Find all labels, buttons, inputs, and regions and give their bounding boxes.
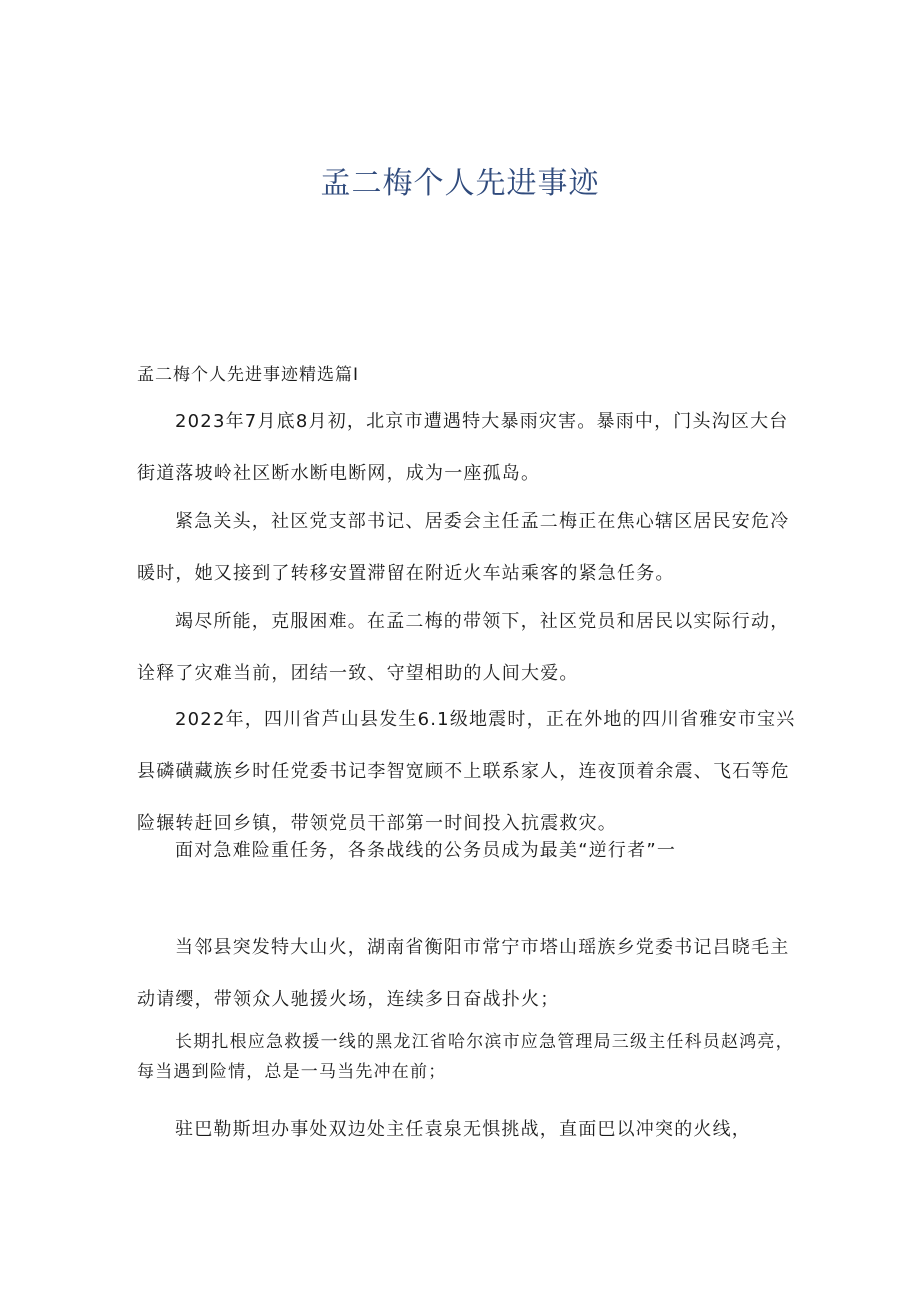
paragraph: 当邻县突发特大山火，湖南省衡阳市常宁市塔山瑶族乡党委书记吕晓毛主动请缨，带领众人驰援火场，连续多日奋战扑火； [137,937,790,1010]
paragraph: 紧急关头，社区党支部书记、居委会主任孟二梅正在焦心辖区居民安危冷暖时，她又接到了转移安置滞留在附近火车站乘客的紧急任务。 [137,511,790,584]
paragraph: 2022年，四川省芦山县发生6.1级地震时，正在外地的四川省雅安市宝兴县磷磺藏族乡时任党委书记李智宽顾不上联系家人，连夜顶着余震、飞石等危险辗转赶回乡镇，带领党员干部第一时间投入抗震救灾。 [137,709,796,834]
paragraph: 2023年7月底8月初，北京市遭遇特大暴雨灾害。暴雨中，门头沟区大台街道落坡岭社区断水断电断网，成为一座孤岛。 [137,411,789,484]
paragraph: 面对急难险重任务，各条战线的公务员成为最美“逆行者”一 [175,840,677,861]
paragraph: 长期扎根应急救援一线的黑龙江省哈尔滨市应急管理局三级主任科员赵鸿亮，每当遇到险情，总是一马当先冲在前； [137,1032,794,1082]
paragraph: 驻巴勒斯坦办事处双边处主任袁泉无惧挑战，直面巴以冲突的火线， [175,1119,751,1140]
document-title: 孟二梅个人先进事迹 [320,166,600,201]
section-heading: 孟二梅个人先进事迹精选篇Ⅰ [137,365,360,385]
paragraph: 竭尽所能，克服困难。在孟二梅的带领下，社区党员和居民以实际行动，诠释了灾难当前，团结一致、守望相助的人间大爱。 [137,611,790,684]
